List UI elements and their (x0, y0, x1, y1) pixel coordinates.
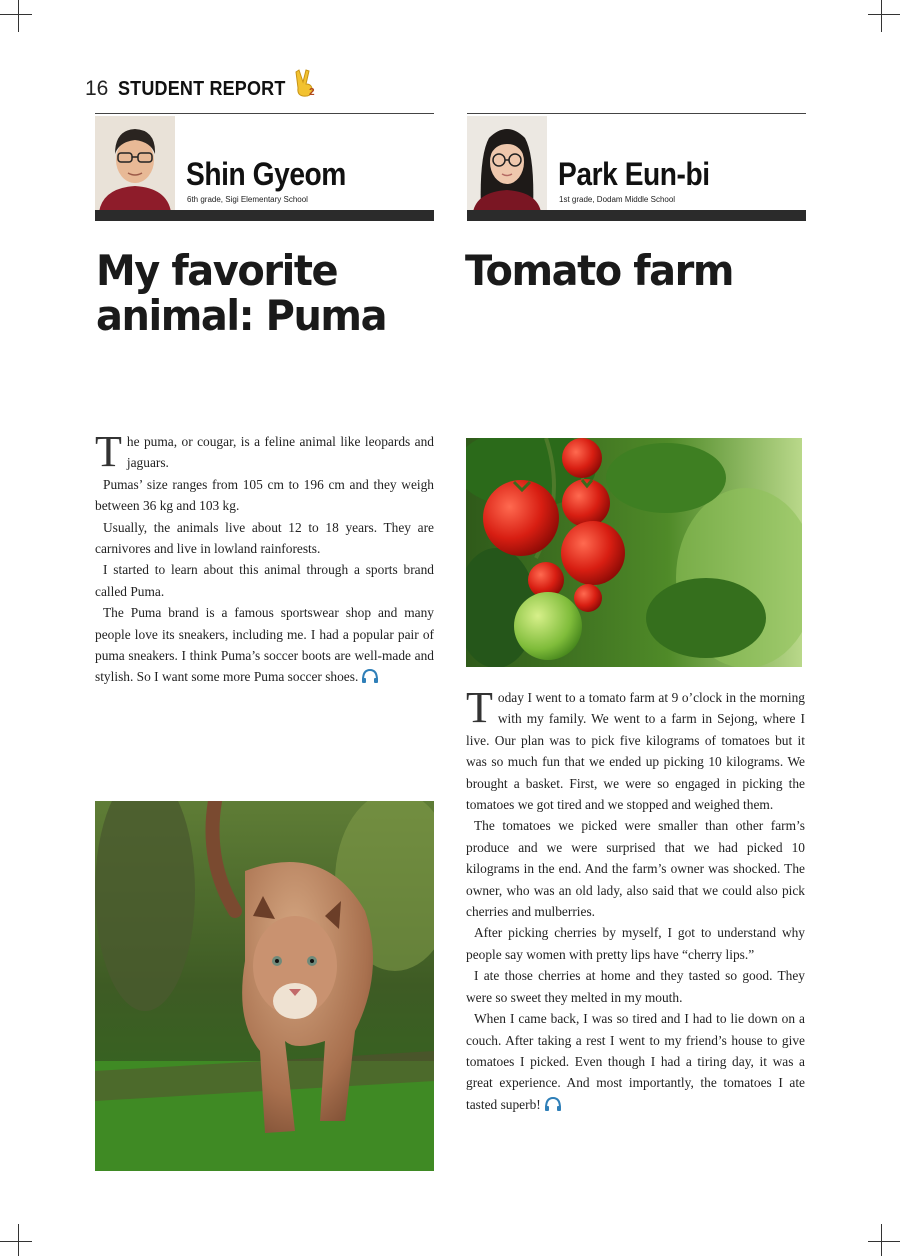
paragraph: I ate those cherries at home and they tasted so good. They were so sweet they melted in my mouth. (466, 968, 805, 1005)
crop-mark (0, 14, 32, 15)
author-byline-right (467, 113, 806, 222)
paragraph (95, 602, 434, 688)
author-school: 1st grade, Dodam Middle School (559, 195, 676, 204)
article-headline-right (465, 248, 733, 293)
drop-cap: T (466, 683, 493, 732)
crop-mark (18, 0, 19, 32)
author-byline-left (95, 113, 434, 222)
article-body-right (466, 683, 805, 1115)
paragraph: I started to learn about this animal through a sports brand called Puma. (95, 562, 434, 599)
headphones-icon (361, 668, 379, 684)
paragraph: Usually, the animals live about 12 to 18 years. They are carnivores and live in lowland rainforests. (95, 519, 434, 557)
victory-hand-icon (293, 68, 319, 98)
headphones-icon (544, 1096, 562, 1112)
article-body-left (95, 427, 434, 688)
crop-mark (868, 1241, 900, 1242)
article-headline-left (96, 248, 386, 338)
headline-line: animal: Puma (96, 291, 387, 340)
paragraph: The tomatoes we picked were smaller than other farm’s produce and we were surprised that we had picked 10 kilograms in the end. And the farm’s owner was shocked. The owner, who was an old lady, also said that we could also pick cherries and mulberries. (466, 818, 805, 920)
crop-mark (0, 1241, 32, 1242)
paragraph (466, 683, 805, 815)
paragraph (95, 427, 434, 476)
paragraph (466, 1008, 805, 1115)
author-name: Shin Gyeom (186, 156, 346, 192)
paragraph-text: oday I went to a tomato farm at 9 o’clock in the morning with my family. We went to a farm in Sejong, where I live. Our plan was to pick five kilograms of tomatoes but it was so much fun that we ended up picking 10 kilograms. We brought a basket. First, we were so engaged in picking the tomatoes we got tired and we stopped and weighed them. (466, 690, 805, 813)
section-title: STUDENT REPORT (118, 77, 286, 100)
svg-text:2: 2 (309, 87, 315, 98)
page-header (85, 72, 305, 106)
author-school: 6th grade, Sigi Elementary School (187, 195, 308, 204)
author-name: Park Eun-bi (558, 156, 710, 192)
byline-bar (467, 210, 806, 221)
byline-bar (95, 210, 434, 221)
author-photo (95, 116, 175, 212)
puma-photo (95, 801, 434, 1171)
paragraph-text: The Puma brand is a famous sportswear shop and many people love its sneakers, including me. I had a popular pair of puma sneakers. I think Puma’s soccer boots are well-made and stylish. So I want some more Puma soccer shoes. (95, 605, 434, 685)
paragraph: After picking cherries by myself, I got to understand why people say women with pretty lips have “cherry lips.” (466, 925, 805, 962)
headline-line: Tomato farm (465, 246, 734, 295)
crop-mark (18, 1224, 19, 1256)
crop-mark (868, 14, 900, 15)
drop-cap: T (95, 427, 122, 476)
paragraph: Pumas’ size ranges from 105 cm to 196 cm and they weigh between 36 kg and 103 kg. (95, 476, 434, 514)
paragraph-text: he puma, or cougar, is a feline animal like leopards and jaguars. (126, 434, 434, 471)
headline-line: My favorite (96, 246, 338, 295)
crop-mark (881, 1224, 882, 1256)
crop-mark (881, 0, 882, 32)
paragraph-text: When I came back, I was so tired and I had to lie down on a couch. After taking a rest I went to my friend’s house to give tomatoes I picked. Even though I had a tiring day, it was a great experience. And most importantly, the tomatoes I ate tasted superb! (466, 1011, 805, 1112)
page-number: 16 (85, 77, 109, 100)
author-photo (467, 116, 547, 212)
tomato-photo (466, 438, 802, 667)
